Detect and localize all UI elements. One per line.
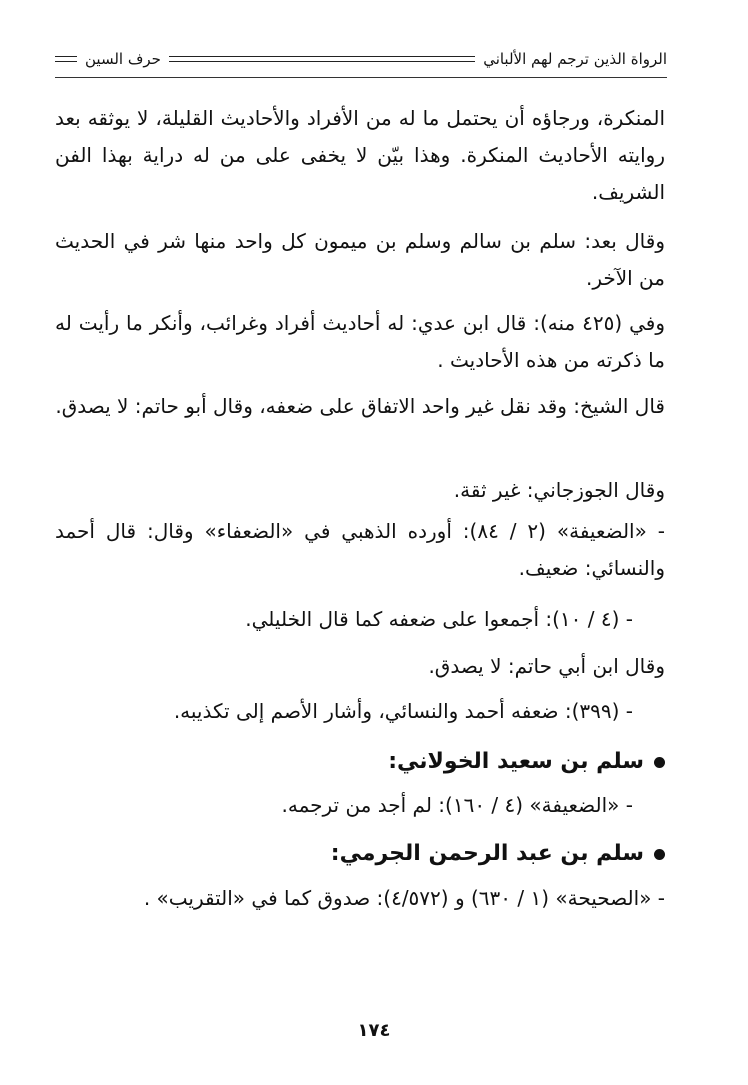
entry-name: سلم بن سعيد الخولاني: (388, 749, 644, 774)
bullet-icon (654, 849, 665, 860)
bullet-icon (654, 757, 665, 768)
header-book-title: الرواة الذين ترجم لهم الألباني (483, 50, 667, 68)
running-header (55, 44, 667, 74)
paragraph: وقال الجوزجاني: غير ثقة. (453, 478, 665, 502)
header-rule (169, 56, 475, 62)
entry-heading (55, 835, 665, 872)
paragraph: وقال بعد: سلم بن سالم وسلم بن ميمون كل واحد منها شر في الحديث من الآخر. (55, 229, 665, 290)
header-underline (55, 77, 667, 78)
paragraph: - (٤ / ١٠): أجمعوا على ضعفه كما قال الخليلي. (245, 607, 633, 631)
paragraph: المنكرة، ورجاؤه أن يحتمل ما له من الأفراد والأحاديث القليلة، لا يوثقه بعد روايته الأحاديث المنكرة. وهذا بيّن لا يخفى على من له دراية بهذا الفن الشريف. (55, 106, 665, 204)
header-section-title: حرف السين (85, 50, 161, 68)
entry-heading (55, 743, 665, 780)
entry-text: - «الصحيحة» (١ / ٦٣٠) و (٤/٥٧٢): صدوق كما في «التقريب» . (143, 886, 665, 910)
entry-name: سلم بن عبد الرحمن الجرمي: (330, 841, 644, 866)
paragraph: وقال ابن أبي حاتم: لا يصدق. (428, 654, 665, 678)
paragraph: قال الشيخ: وقد نقل غير واحد الاتفاق على ضعفه، وقال أبو حاتم: لا يصدق. (55, 394, 665, 418)
paragraph: وفي (٤٢٥ منه): قال ابن عدي: له أحاديث أفراد وغرائب، وأنكر ما رأيت له ما ذكرته من هذه الأحاديث . (55, 311, 665, 372)
entry-text: - «الضعيفة» (٤ / ١٦٠): لم أجد من ترجمه. (281, 793, 633, 817)
header-rule-end (55, 56, 77, 62)
paragraph: - «الضعيفة» (٢ / ٨٤): أورده الذهبي في «الضعفاء» وقال: قال أحمد والنسائي: ضعيف. (55, 519, 665, 580)
page-number: ١٧٤ (357, 1020, 391, 1041)
paragraph: - (٣٩٩): ضعفه أحمد والنسائي، وأشار الأصم إلى تكذيبه. (173, 699, 633, 723)
